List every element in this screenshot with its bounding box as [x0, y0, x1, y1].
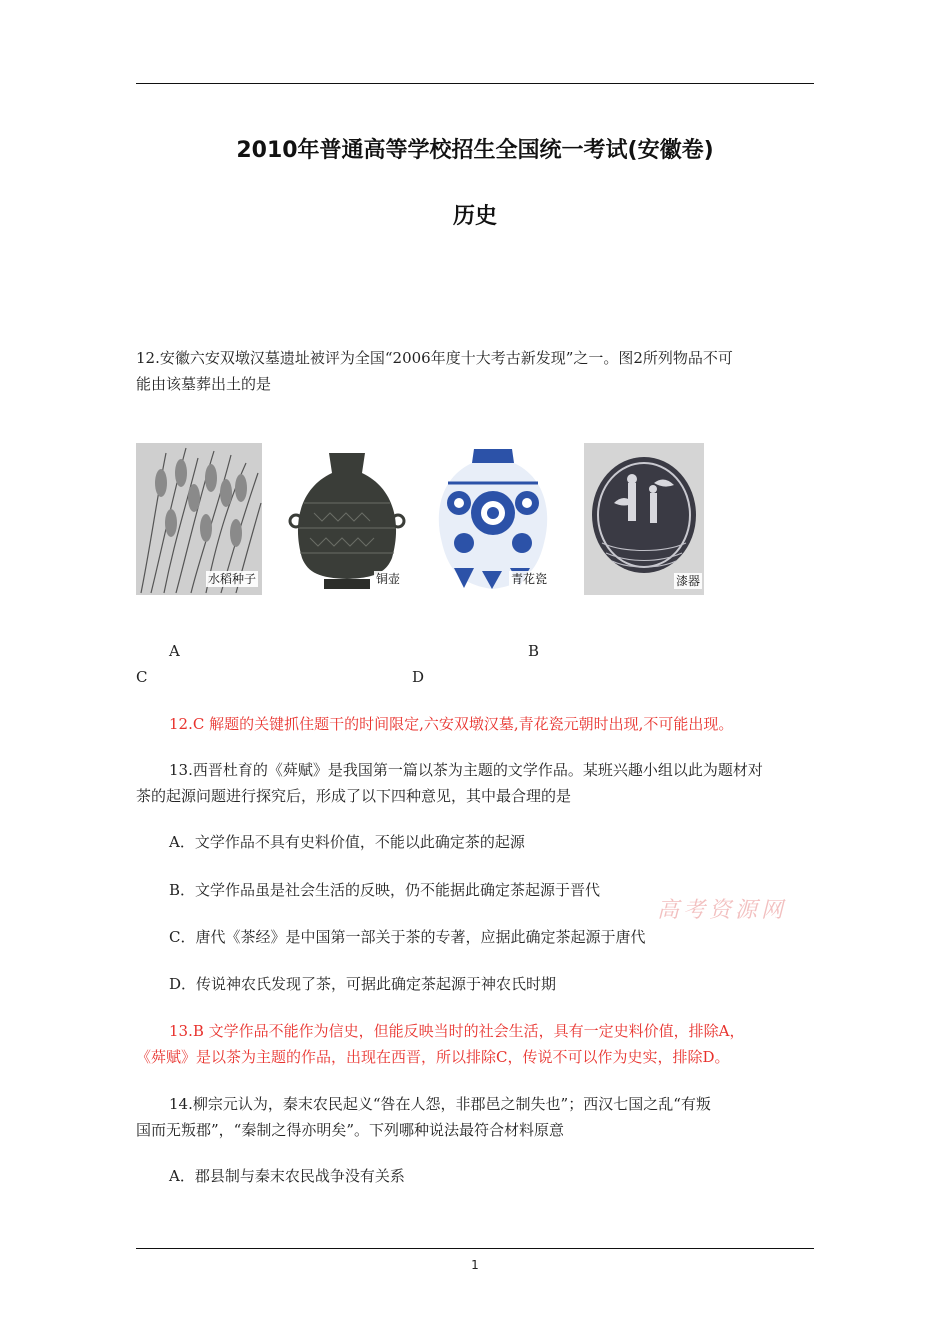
q13-option-c: C．唐代《茶经》是中国第一部关于茶的专著，应据此确定茶起源于唐代 [169, 928, 646, 946]
exam-title: 2010年普通高等学校招生全国统一考试(安徽卷) [236, 138, 714, 163]
q12-option-d: D [412, 668, 425, 686]
q13-stem-line2: 茶的起源问题进行探究后，形成了以下四种意见，其中最合理的是 [136, 787, 572, 805]
porcelain-image-label: 青花瓷 [511, 572, 548, 586]
q12-stem-line2: 能由该墓葬出土的是 [136, 375, 272, 393]
subject-title: 历史 [452, 204, 497, 229]
page-number: 1 [471, 1258, 479, 1272]
q14-stem-line2: 国而无叛郡”，“秦制之得亦明矣”。下列哪种说法最符合材料原意 [136, 1121, 565, 1139]
q13-option-b: B．文学作品虽是社会生活的反映，仍不能据此确定茶起源于晋代 [169, 881, 601, 899]
bronze-image-label: 铜壶 [376, 572, 401, 586]
q12-stem-line1: 12.安徽六安双墩汉墓遗址被评为全国“2006年度十大考古新发现”之一。图2所列物品不可 [136, 349, 733, 367]
q14-option-a: A．郡县制与秦末农民战争没有关系 [169, 1167, 405, 1185]
q12-answer: 12.C 解题的关键抓住题干的时间限定,六安双墩汉墓,青花瓷元朝时出现,不可能出现。 [169, 715, 734, 733]
rice-grain-image [136, 443, 262, 595]
footer-rule [136, 1248, 814, 1249]
lacquer-box-image [584, 443, 704, 595]
watermark: 高考资源网 [657, 898, 788, 923]
q12-option-b: B [528, 642, 540, 660]
q13-stem-line1: 13.西晋杜育的《荈赋》是我国第一篇以茶为主题的文学作品。某班兴趣小组以此为题材对 [169, 761, 763, 779]
q13-answer-line1: 13.B 文学作品不能作为信史，但能反映当时的社会生活，具有一定史料价值，排除A， [169, 1022, 745, 1040]
bronze-pot-image [284, 443, 410, 595]
q12-option-c: C [136, 668, 148, 686]
lacquer-image-label: 漆器 [676, 574, 701, 588]
q12-option-a: A [169, 642, 180, 660]
rice-image-label: 水稻种子 [208, 572, 257, 586]
q13-answer-line2: 《荈赋》是以茶为主题的作品，出现在西晋，所以排除C，传说不可以作为史实，排除D。 [136, 1048, 730, 1066]
q13-option-d: D．传说神农氏发现了茶，可据此确定茶起源于神农氏时期 [169, 975, 557, 993]
header-rule [136, 83, 814, 84]
q13-option-a: A．文学作品不具有史料价值，不能以此确定茶的起源 [169, 833, 525, 851]
porcelain-jar-image [434, 443, 552, 595]
q14-stem-line1: 14.柳宗元认为，秦末农民起义“咎在人怨，非郡邑之制失也”；西汉七国之乱“有叛 [169, 1095, 711, 1113]
